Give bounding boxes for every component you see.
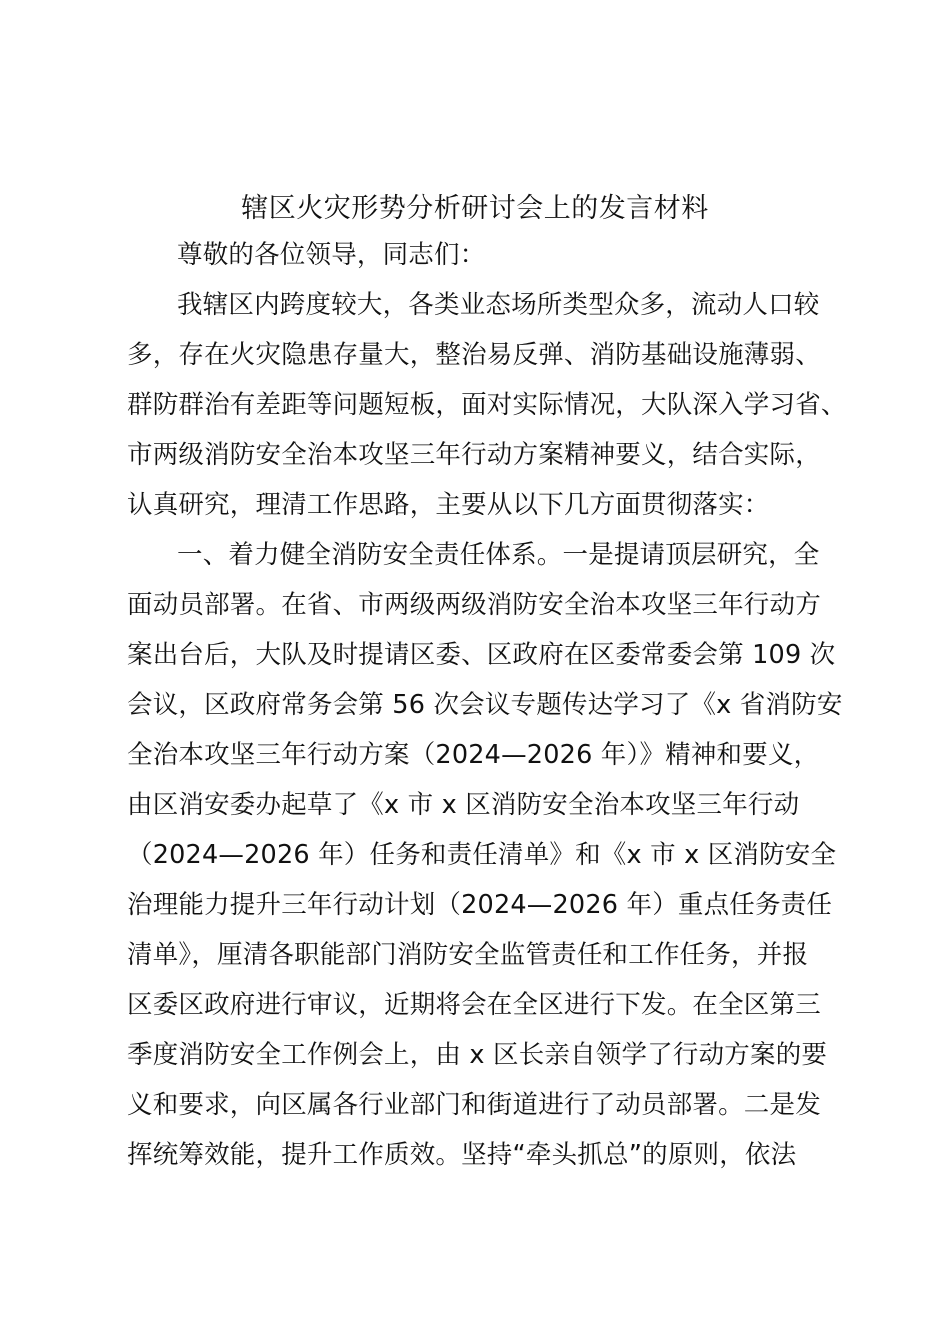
paragraph-line: 市两级消防安全治本攻坚三年行动方案精神要义，结合实际，	[127, 440, 821, 470]
paragraph-line: 治理能力提升三年行动计划（2024—2026 年）重点任务责任	[127, 890, 833, 920]
paragraph-line: 全治本攻坚三年行动方案（2024—2026 年）》精神和要义，	[127, 740, 820, 770]
paragraph-line: 案出台后，大队及时提请区委、区政府在区委常委会第 109 次	[127, 640, 836, 670]
salutation-line: 尊敬的各位领导，同志们：	[177, 240, 486, 270]
paragraph-line: 群防群治有差距等问题短板，面对实际情况，大队深入学习省、	[127, 390, 847, 420]
paragraph-line: 面动员部署。在省、市两级两级消防安全治本攻坚三年行动方	[127, 590, 821, 620]
paragraph-line: 区委区政府进行审议，近期将会在全区进行下发。在全区第三	[127, 990, 821, 1020]
document-title: 辖区火灾形势分析研讨会上的发言材料	[241, 193, 709, 224]
paragraph-line: 认真研究，理清工作思路，主要从以下几方面贯彻落实：	[127, 490, 770, 520]
paragraph-line: 季度消防安全工作例会上，由 x 区长亲自领学了行动方案的要	[127, 1040, 828, 1070]
paragraph-line: 我辖区内跨度较大，各类业态场所类型众多，流动人口较	[177, 290, 820, 320]
paragraph-line: （2024—2026 年）任务和责任清单》和《x 市 x 区消防安全	[127, 840, 837, 870]
paragraph-line: 挥统筹效能，提升工作质效。坚持“牵头抓总”的原则，依法	[127, 1140, 797, 1170]
section-heading-line: 一、着力健全消防安全责任体系。一是提请顶层研究，全	[177, 540, 820, 570]
paragraph-line: 会议，区政府常务会第 56 次会议专题传达学习了《x 省消防安	[127, 690, 843, 720]
paragraph-line: 由区消安委办起草了《x 市 x 区消防安全治本攻坚三年行动	[127, 790, 800, 820]
paragraph-line: 义和要求，向区属各行业部门和街道进行了动员部署。二是发	[127, 1090, 821, 1120]
paragraph-line: 多，存在火灾隐患存量大，整治易反弹、消防基础设施薄弱、	[127, 340, 821, 370]
paragraph-line: 清单》，厘清各职能部门消防安全监管责任和工作任务，并报	[127, 940, 809, 970]
